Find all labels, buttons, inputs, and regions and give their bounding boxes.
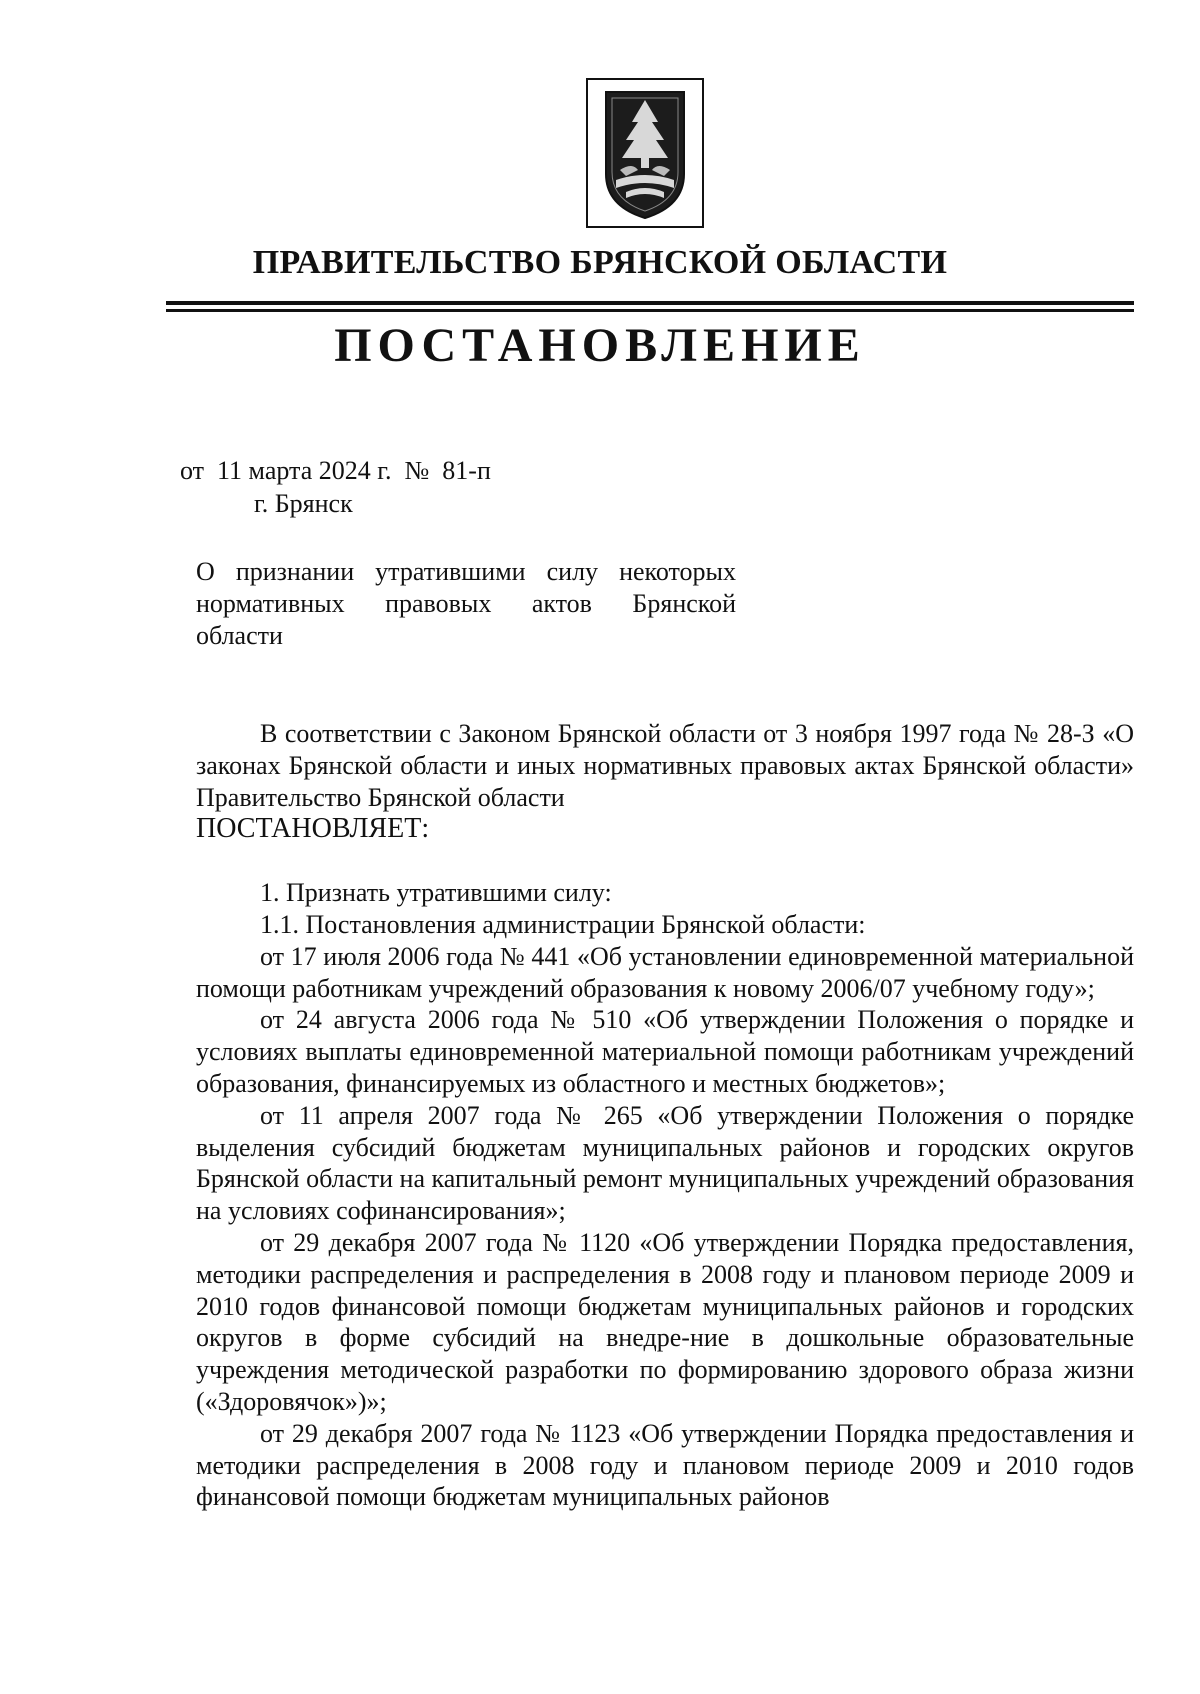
document-city: г. Брянск xyxy=(254,489,353,518)
repealed-act-item: от 11 апреля 2007 года № 265 «Об утверждении Положения о порядке выделения субсидий бюджетам муниципальных районов и городских округов Брянской области на капитальный ремонт муниципальных учреждений образования на условиях софинансирования»; xyxy=(196,1100,1134,1226)
document-date-number: от 11 марта 2024 г. № 81-п xyxy=(180,456,491,485)
clause-1-1: 1.1. Постановления администрации Брянской области: xyxy=(260,909,866,939)
document-subject xyxy=(196,556,736,652)
repealed-act-item: от 17 июля 2006 года № 441 «Об установлении единовременной материальной помощи работникам учреждений образования к новому 2006/07 учебному году»; xyxy=(196,941,1134,1003)
organization-name: ПРАВИТЕЛЬСТВО БРЯНСКОЙ ОБЛАСТИ xyxy=(252,244,948,281)
preamble-paragraph: В соответствии с Законом Брянской области от 3 ноября 1997 года № 28-З «О законах Брянской области и иных нормативных правовых актах Брянской области» Правительство Брянской области xyxy=(196,719,1134,812)
repealed-act-item: от 24 августа 2006 года № 510 «Об утверждении Положения о порядке и условиях выплаты единовременной материальной помощи работникам учреждений образования, финансируемых из областного и местных бюджетов»; xyxy=(196,1005,1134,1098)
decree-word: ПОСТАНОВЛЯЕТ: xyxy=(196,813,430,845)
document-body xyxy=(196,718,1134,1513)
subject-line: области xyxy=(196,621,283,650)
subject-line: О признании утратившими силу некоторых xyxy=(196,557,736,586)
document-type-title: ПОСТАНОВЛЕНИЕ xyxy=(334,319,866,372)
clause-1: 1. Признать утратившими силу: xyxy=(260,878,612,908)
header-rule-thin xyxy=(166,309,1134,312)
repealed-act-item: от 29 декабря 2007 года № 1123 «Об утверждении Порядка предоставления и методики распределения в 2008 году и плановом периоде 2009 и 2010 годов финансовой помощи бюджетам муниципальных районов xyxy=(196,1418,1134,1512)
header-rule-thick xyxy=(166,301,1134,305)
bryansk-coat-of-arms-icon xyxy=(586,78,704,228)
repealed-act-item: от 29 декабря 2007 года № 1120 «Об утверждении Порядка предоставления, методики распределения и распределения в 2008 году и плановом периоде 2009 и 2010 годов финансовой помощи бюджетам муниципальных районов и городских округов в форме субсидий на внедре-ние в дошкольные образовательные учреждения методической разработки по формированию здорового образа жизни («Здоровячок»)»; xyxy=(196,1227,1134,1416)
subject-line: нормативных правовых актов Брянской xyxy=(196,589,736,618)
